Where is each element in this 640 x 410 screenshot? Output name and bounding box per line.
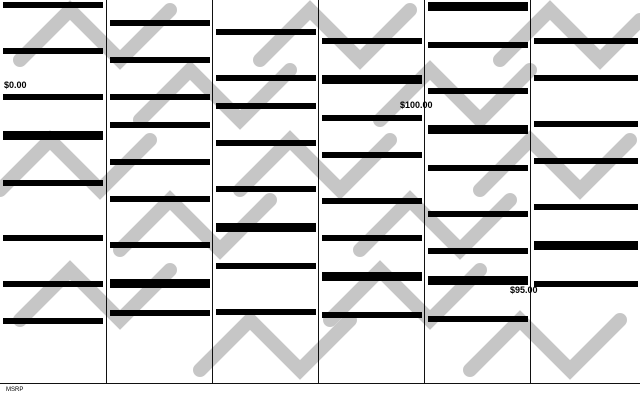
list-item bbox=[213, 175, 319, 184]
list-item bbox=[0, 19, 106, 28]
list-item bbox=[213, 120, 319, 129]
list-item bbox=[425, 342, 531, 351]
redaction-bar bbox=[322, 152, 422, 158]
section-heading bbox=[319, 0, 425, 9]
list-item bbox=[213, 252, 319, 261]
redaction-bar bbox=[322, 272, 422, 281]
redaction-bar bbox=[534, 158, 638, 164]
redaction-bar bbox=[3, 235, 103, 241]
list-item bbox=[531, 101, 640, 110]
list-item bbox=[531, 9, 640, 18]
section-heading bbox=[319, 86, 425, 95]
list-item bbox=[319, 283, 425, 292]
redaction-bar bbox=[216, 223, 316, 232]
list-item bbox=[425, 154, 531, 163]
list-item bbox=[531, 138, 640, 147]
list-item bbox=[531, 92, 640, 101]
list-item bbox=[213, 92, 319, 101]
list-item bbox=[425, 305, 531, 314]
list-item bbox=[319, 169, 425, 178]
redaction-bar bbox=[3, 318, 103, 324]
list-item bbox=[213, 317, 319, 326]
redaction-bar bbox=[3, 180, 103, 186]
list-item bbox=[531, 147, 640, 156]
list-item bbox=[0, 56, 106, 65]
list-item bbox=[107, 345, 213, 354]
list-item bbox=[213, 335, 319, 344]
list-item bbox=[107, 0, 213, 9]
list-item bbox=[531, 83, 640, 92]
column-5 bbox=[424, 0, 531, 383]
list-item bbox=[425, 173, 531, 182]
list-item bbox=[0, 169, 106, 178]
redaction-bar bbox=[534, 204, 638, 210]
list-item bbox=[531, 110, 640, 119]
list-item bbox=[0, 243, 106, 252]
list-item bbox=[107, 65, 213, 74]
list-item bbox=[0, 28, 106, 37]
list-item bbox=[531, 184, 640, 193]
list-item bbox=[425, 31, 531, 40]
list-item bbox=[0, 353, 106, 362]
list-item bbox=[107, 167, 213, 176]
list-item bbox=[531, 307, 640, 316]
redaction-bar bbox=[322, 198, 422, 204]
list-item bbox=[0, 120, 106, 129]
list-item bbox=[425, 265, 531, 274]
redaction-bar bbox=[216, 140, 316, 146]
redaction-bar bbox=[110, 310, 210, 316]
list-item bbox=[319, 320, 425, 329]
redaction-bar bbox=[428, 125, 528, 134]
list-item bbox=[107, 327, 213, 336]
list-item bbox=[107, 46, 213, 55]
list-item bbox=[0, 261, 106, 270]
redaction-bar bbox=[428, 165, 528, 171]
redaction-bar bbox=[110, 57, 210, 63]
list-item bbox=[425, 333, 531, 342]
list-item bbox=[0, 289, 106, 298]
list-item bbox=[531, 298, 640, 307]
list-item bbox=[531, 270, 640, 279]
list-item bbox=[531, 0, 640, 9]
list-item bbox=[213, 212, 319, 221]
list-item bbox=[319, 160, 425, 169]
list-item bbox=[425, 228, 531, 237]
list-item bbox=[213, 289, 319, 298]
price-label: $95.00 bbox=[510, 285, 538, 295]
redaction-bar bbox=[534, 121, 638, 127]
list-item bbox=[107, 111, 213, 120]
column-4 bbox=[318, 0, 425, 383]
list-item bbox=[213, 203, 319, 212]
list-item bbox=[213, 298, 319, 307]
footer-line: MSRP bbox=[6, 387, 24, 393]
redaction-bar bbox=[3, 94, 103, 100]
list-item bbox=[107, 336, 213, 345]
list-item bbox=[319, 187, 425, 196]
list-item bbox=[425, 105, 531, 114]
list-item bbox=[531, 64, 640, 73]
list-item bbox=[107, 148, 213, 157]
redaction-bar bbox=[3, 48, 103, 54]
list-item bbox=[213, 148, 319, 157]
column-2 bbox=[106, 0, 213, 383]
list-item bbox=[425, 256, 531, 265]
list-item bbox=[531, 230, 640, 239]
list-item bbox=[425, 182, 531, 191]
list-item bbox=[531, 175, 640, 184]
list-item bbox=[531, 129, 640, 138]
list-item bbox=[531, 166, 640, 175]
column-6 bbox=[530, 0, 640, 383]
list-item bbox=[319, 224, 425, 233]
list-item bbox=[213, 157, 319, 166]
list-item bbox=[0, 252, 106, 261]
section-heading bbox=[0, 142, 106, 151]
list-item bbox=[425, 59, 531, 68]
list-item bbox=[425, 96, 531, 105]
redaction-bar bbox=[110, 94, 210, 100]
list-item bbox=[0, 215, 106, 224]
price-label: $100.00 bbox=[400, 100, 433, 110]
list-item bbox=[425, 324, 531, 333]
list-item bbox=[319, 55, 425, 64]
list-item bbox=[319, 206, 425, 215]
list-item bbox=[425, 136, 531, 145]
list-item bbox=[213, 0, 319, 9]
list-item bbox=[107, 176, 213, 185]
list-item bbox=[319, 64, 425, 73]
list-item bbox=[213, 18, 319, 27]
list-item bbox=[0, 206, 106, 215]
list-item bbox=[531, 289, 640, 298]
redaction-bar bbox=[534, 38, 638, 44]
list-item bbox=[213, 9, 319, 18]
list-item bbox=[425, 22, 531, 31]
list-item bbox=[107, 290, 213, 299]
redaction-bar bbox=[322, 115, 422, 121]
list-item bbox=[0, 160, 106, 169]
list-item bbox=[425, 191, 531, 200]
list-item bbox=[107, 102, 213, 111]
redaction-bar bbox=[534, 281, 638, 287]
list-item bbox=[107, 299, 213, 308]
redaction-bar bbox=[3, 281, 103, 287]
list-item bbox=[213, 234, 319, 243]
redaction-bar bbox=[534, 241, 638, 250]
list-item bbox=[0, 111, 106, 120]
list-item bbox=[0, 224, 106, 233]
list-item bbox=[0, 298, 106, 307]
list-item bbox=[531, 221, 640, 230]
list-item bbox=[213, 194, 319, 203]
list-item bbox=[107, 185, 213, 194]
list-item bbox=[425, 50, 531, 59]
list-item bbox=[425, 296, 531, 305]
page-footer bbox=[0, 383, 640, 410]
list-item bbox=[319, 292, 425, 301]
list-item bbox=[319, 215, 425, 224]
redaction-bar bbox=[428, 248, 528, 254]
list-item bbox=[531, 18, 640, 27]
redaction-bar bbox=[428, 2, 528, 11]
list-item bbox=[0, 197, 106, 206]
list-item bbox=[319, 252, 425, 261]
list-item bbox=[107, 231, 213, 240]
list-item bbox=[531, 193, 640, 202]
list-item bbox=[213, 37, 319, 46]
redaction-bar bbox=[534, 75, 638, 81]
list-item bbox=[0, 188, 106, 197]
redaction-bar bbox=[3, 2, 103, 8]
list-item bbox=[0, 326, 106, 335]
list-item bbox=[319, 46, 425, 55]
list-item bbox=[319, 132, 425, 141]
redaction-bar bbox=[110, 20, 210, 26]
list-item bbox=[531, 252, 640, 261]
list-item bbox=[425, 77, 531, 86]
list-item bbox=[213, 271, 319, 280]
list-item bbox=[319, 301, 425, 310]
redaction-bar bbox=[322, 38, 422, 44]
redaction-bar bbox=[216, 29, 316, 35]
list-item bbox=[213, 55, 319, 64]
list-item bbox=[531, 316, 640, 325]
redaction-bar bbox=[428, 211, 528, 217]
list-item bbox=[0, 270, 106, 279]
list-item bbox=[319, 338, 425, 347]
redaction-bar bbox=[428, 88, 528, 94]
column-1 bbox=[0, 0, 106, 383]
list-item bbox=[0, 335, 106, 344]
list-item bbox=[213, 64, 319, 73]
list-item bbox=[213, 111, 319, 120]
list-item bbox=[531, 55, 640, 64]
list-item bbox=[531, 46, 640, 55]
list-item bbox=[213, 326, 319, 335]
list-item bbox=[425, 114, 531, 123]
list-item bbox=[319, 123, 425, 132]
redaction-bar bbox=[322, 312, 422, 318]
list-item bbox=[425, 200, 531, 209]
list-item bbox=[213, 243, 319, 252]
list-item bbox=[107, 204, 213, 213]
list-item bbox=[425, 68, 531, 77]
list-item bbox=[107, 213, 213, 222]
redaction-bar bbox=[216, 75, 316, 81]
section-heading bbox=[0, 10, 106, 19]
list-item bbox=[213, 166, 319, 175]
list-item bbox=[0, 65, 106, 74]
list-item bbox=[213, 129, 319, 138]
list-item bbox=[107, 28, 213, 37]
list-item bbox=[213, 46, 319, 55]
list-item bbox=[319, 27, 425, 36]
list-item bbox=[319, 141, 425, 150]
section-heading bbox=[319, 9, 425, 18]
list-item bbox=[0, 37, 106, 46]
list-item bbox=[213, 280, 319, 289]
list-item bbox=[425, 145, 531, 154]
list-item bbox=[107, 259, 213, 268]
redaction-bar bbox=[110, 279, 210, 288]
list-item bbox=[107, 250, 213, 259]
price-label: $0.00 bbox=[4, 80, 27, 90]
redaction-bar bbox=[110, 159, 210, 165]
column-3 bbox=[212, 0, 319, 383]
list-item bbox=[0, 307, 106, 316]
redaction-bar bbox=[322, 75, 422, 84]
list-item bbox=[107, 268, 213, 277]
list-item bbox=[107, 139, 213, 148]
list-item bbox=[531, 261, 640, 270]
redaction-bar bbox=[216, 186, 316, 192]
list-item bbox=[0, 344, 106, 353]
list-item bbox=[107, 130, 213, 139]
list-item bbox=[319, 178, 425, 187]
list-item bbox=[531, 212, 640, 221]
list-item bbox=[319, 261, 425, 270]
list-item bbox=[107, 222, 213, 231]
list-item bbox=[213, 83, 319, 92]
section-heading bbox=[0, 102, 106, 111]
list-item bbox=[319, 243, 425, 252]
list-item bbox=[531, 27, 640, 36]
list-item bbox=[319, 18, 425, 27]
redaction-bar bbox=[110, 242, 210, 248]
price-label: $1.00 bbox=[500, 275, 523, 285]
section-heading bbox=[0, 151, 106, 160]
list-item bbox=[425, 237, 531, 246]
list-item bbox=[107, 9, 213, 18]
redaction-bar bbox=[110, 196, 210, 202]
list-item bbox=[107, 37, 213, 46]
redaction-bar bbox=[216, 309, 316, 315]
redaction-bar bbox=[110, 122, 210, 128]
redaction-bar bbox=[216, 263, 316, 269]
list-item bbox=[107, 318, 213, 327]
redaction-bar bbox=[428, 42, 528, 48]
list-item bbox=[107, 83, 213, 92]
list-item bbox=[425, 219, 531, 228]
redaction-bar bbox=[216, 103, 316, 109]
redaction-bar bbox=[3, 131, 103, 140]
list-item bbox=[319, 329, 425, 338]
redaction-bar bbox=[428, 316, 528, 322]
list-item bbox=[425, 13, 531, 22]
list-item bbox=[107, 74, 213, 83]
redaction-bar bbox=[322, 235, 422, 241]
